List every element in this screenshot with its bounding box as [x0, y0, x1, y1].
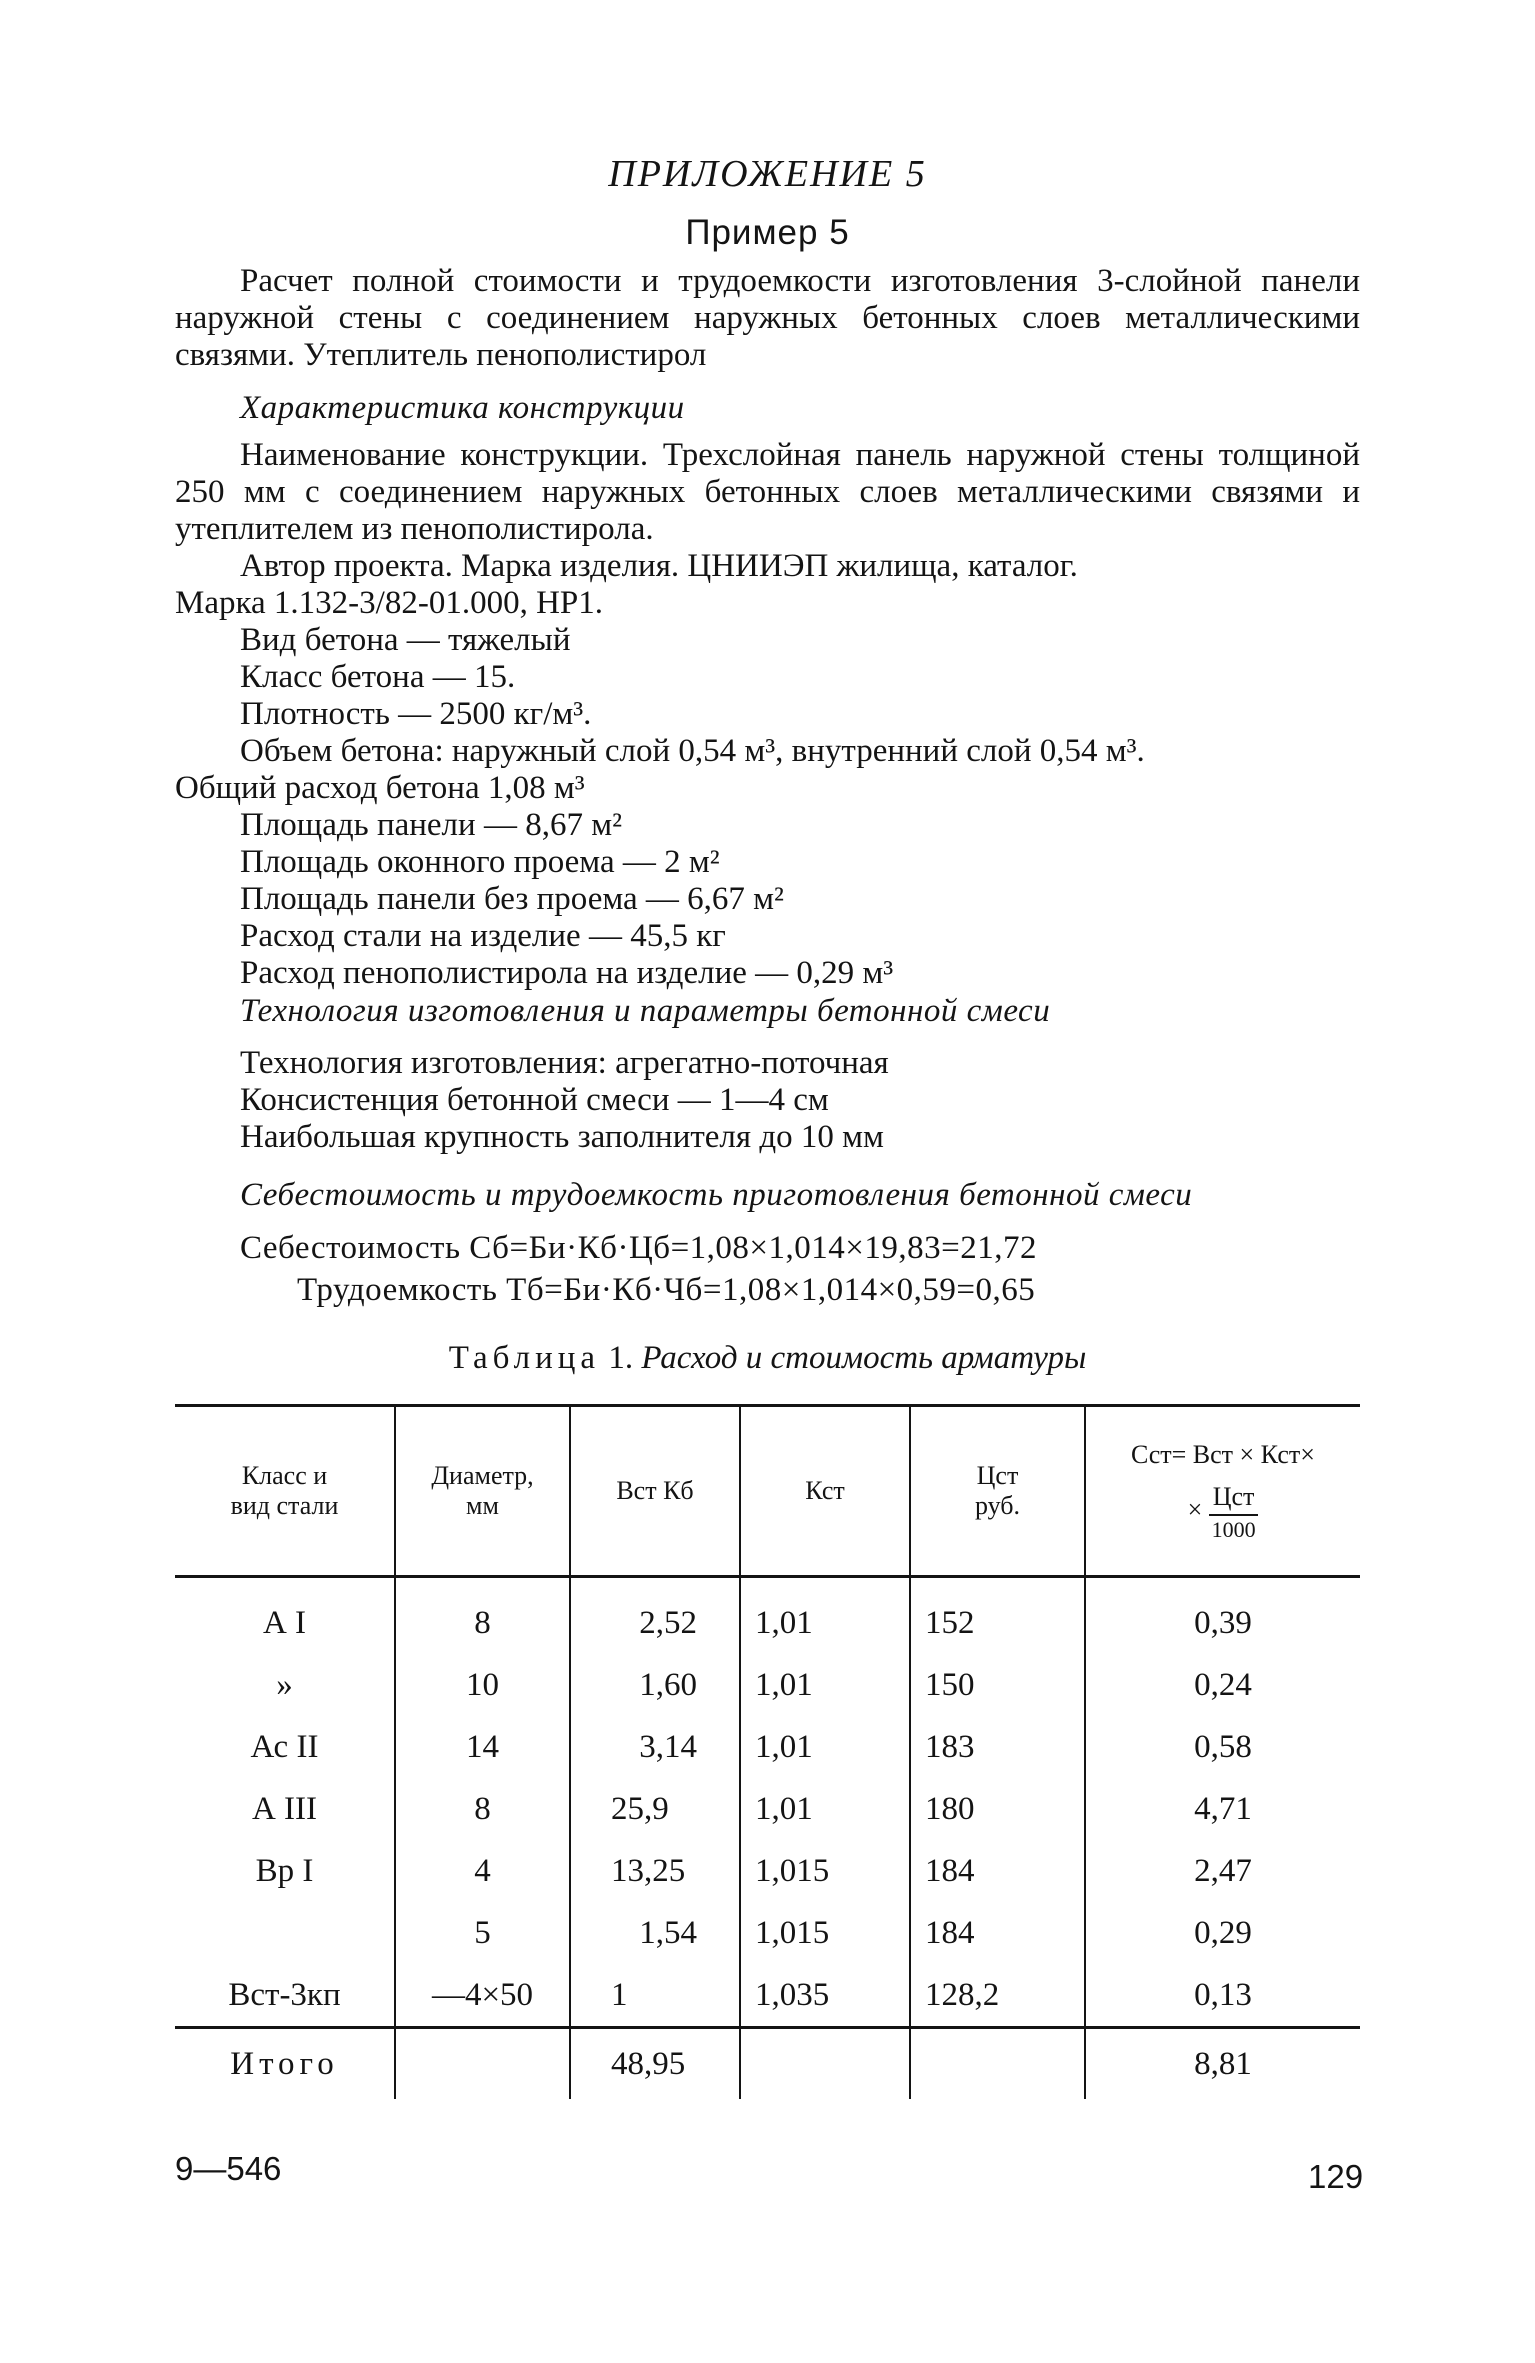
- intro-paragraph: Расчет полной стоимости и трудоемкости изготовления 3-слойной панели наружной стены с соединением наружных бетонных слоев металлическими связями. Утеплитель пенополистирол: [175, 263, 1360, 373]
- cell-price: 150: [910, 1654, 1085, 1716]
- cell-price: 184: [910, 1840, 1085, 1902]
- cell-diameter: 5: [395, 1902, 570, 1964]
- concrete-volume-line-1: Объем бетона: наружный слой 0,54 м³, внутренний слой 0,54 м³.: [240, 733, 1145, 769]
- window-area: Площадь оконного проема — 2 м²: [240, 844, 720, 880]
- header-cost-multiplier: ×: [1187, 1495, 1203, 1525]
- technology-heading: Технология изготовления и параметры бетонной смеси: [240, 993, 1051, 1029]
- cell-kst: 1,01: [740, 1716, 910, 1778]
- header-diameter-line1: Диаметр,: [431, 1461, 534, 1490]
- cell-vst-kb: 2,52: [570, 1577, 740, 1655]
- header-diameter: [395, 1406, 570, 1577]
- table-row: [175, 1778, 1360, 1840]
- cost-formula: Себестоимость Сб=Би·Кб·Цб=1,08×1,014×19,83=21,72: [240, 1230, 1038, 1266]
- panel-area-net: Площадь панели без проема — 6,67 м²: [240, 881, 784, 917]
- cost-heading: Себестоимость и трудоемкость приготовления бетонной смеси: [240, 1177, 1193, 1213]
- page-number: 129: [1308, 2158, 1364, 2195]
- cell-vst-kb: 1,60: [570, 1654, 740, 1716]
- header-cost-fraction: [1209, 1481, 1259, 1543]
- technology-method: Технология изготовления: агрегатно-поточная: [240, 1045, 889, 1081]
- cell-cost: 0,58: [1085, 1716, 1360, 1778]
- cell-cost: 4,71: [1085, 1778, 1360, 1840]
- table-row: [175, 1716, 1360, 1778]
- header-price: [910, 1406, 1085, 1577]
- total-vst-kb: 48,95: [570, 2028, 740, 2100]
- construction-heading: Характеристика конструкции: [240, 390, 685, 426]
- total-cost: 8,81: [1085, 2028, 1360, 2100]
- cell-kst: 1,01: [740, 1654, 910, 1716]
- cell-steel-class: А III: [251, 1790, 318, 1827]
- concrete-class: Класс бетона — 15.: [240, 659, 516, 695]
- table-row: [175, 1964, 1360, 2028]
- cell-diameter: —4×50: [395, 1964, 570, 2028]
- cell-price: 183: [910, 1716, 1085, 1778]
- table-caption: [0, 1340, 1535, 1377]
- header-price-line2: руб.: [974, 1491, 1021, 1520]
- header-cost-numerator: Цст: [1209, 1481, 1259, 1516]
- cell-kst: 1,01: [740, 1577, 910, 1655]
- cell-diameter: 10: [395, 1654, 570, 1716]
- foam-consumption: Расход пенополистирола на изделие — 0,29 м³: [240, 955, 894, 991]
- panel-area: Площадь панели — 8,67 м²: [240, 807, 622, 843]
- total-label: Итого: [230, 2045, 339, 2082]
- cell-cost: 0,29: [1085, 1902, 1360, 1964]
- cell-price: 128,2: [910, 1964, 1085, 2028]
- header-steel-class-line1: Класс и: [241, 1461, 328, 1490]
- total-empty-kst: [740, 2028, 910, 2100]
- aggregate-size: Наибольшая крупность заполнителя до 10 мм: [240, 1119, 884, 1155]
- header-steel-class: [175, 1406, 395, 1577]
- cell-diameter: 8: [395, 1778, 570, 1840]
- example-title: Пример 5: [685, 213, 850, 252]
- cell-price: 184: [910, 1902, 1085, 1964]
- header-cost-denominator: 1000: [1211, 1516, 1256, 1542]
- table-row: [175, 1902, 1360, 1964]
- cell-steel-class: »: [276, 1666, 293, 1703]
- concrete-type: Вид бетона — тяжелый: [240, 622, 571, 658]
- header-diameter-line2: мм: [466, 1491, 499, 1520]
- cell-vst-kb: 1: [570, 1964, 740, 2028]
- cell-kst: 1,015: [740, 1840, 910, 1902]
- author-line-1: Автор проекта. Марка изделия. ЦНИИЭП жилища, каталог.: [240, 548, 1078, 584]
- mix-consistency: Консистенция бетонной смеси — 1—4 см: [240, 1082, 829, 1118]
- cell-steel-class: [175, 1902, 395, 1964]
- appendix-title: ПРИЛОЖЕНИЕ 5: [608, 153, 927, 195]
- cell-cost: 0,13: [1085, 1964, 1360, 2028]
- author-line-2: Марка 1.132-3/82-01.000, НР1.: [175, 585, 604, 621]
- cell-vst-kb: 25,9: [570, 1778, 740, 1840]
- header-cost: [1085, 1406, 1360, 1577]
- header-cost-formula: Сст= Вст × Кст×: [1131, 1439, 1315, 1469]
- reinforcement-table: [175, 1404, 1360, 2099]
- cell-steel-class: Вр I: [255, 1852, 314, 1889]
- labor-formula: Трудоемкость Тб=Би·Кб·Чб=1,08×1,014×0,59=0,65: [297, 1272, 1036, 1308]
- cell-cost: 0,24: [1085, 1654, 1360, 1716]
- total-empty-diameter: [395, 2028, 570, 2100]
- cell-cost: 2,47: [1085, 1840, 1360, 1902]
- table-row: [175, 1840, 1360, 1902]
- cell-kst: 1,015: [740, 1902, 910, 1964]
- cell-vst-kb: 13,25: [570, 1840, 740, 1902]
- cell-steel-class: А I: [262, 1604, 307, 1641]
- table-total-row: [175, 2028, 1360, 2100]
- table-header-row: [175, 1406, 1360, 1577]
- cell-diameter: 14: [395, 1716, 570, 1778]
- header-vst-kb: Вст Кб: [570, 1406, 740, 1577]
- cell-vst-kb: 1,54: [570, 1902, 740, 1964]
- cell-steel-class: Вст-3кп: [228, 1976, 341, 2013]
- steel-consumption: Расход стали на изделие — 45,5 кг: [240, 918, 726, 954]
- cell-cost: 0,39: [1085, 1577, 1360, 1655]
- concrete-density: Плотность — 2500 кг/м³.: [240, 696, 592, 732]
- cell-diameter: 4: [395, 1840, 570, 1902]
- header-kst: Кст: [740, 1406, 910, 1577]
- concrete-volume-line-2: Общий расход бетона 1,08 м³: [175, 770, 585, 806]
- cell-steel-class: Ас II: [250, 1728, 319, 1765]
- table-caption-title: Расход и стоимость арматуры: [641, 1340, 1087, 1376]
- cell-price: 180: [910, 1778, 1085, 1840]
- construction-name: Наименование конструкции. Трехслойная панель наружной стены толщиной 250 мм с соединением наружных бетонных слоев металлическими связями и утеплителем из пенополистирола.: [175, 437, 1360, 547]
- footer-signature: 9—546: [175, 2150, 282, 2187]
- cell-kst: 1,01: [740, 1778, 910, 1840]
- table-row: [175, 1577, 1360, 1655]
- header-price-line1: Цст: [976, 1461, 1019, 1490]
- table-caption-number: 1.: [608, 1340, 634, 1376]
- table-row: [175, 1654, 1360, 1716]
- table-caption-word: Таблица: [448, 1340, 601, 1376]
- cell-diameter: 8: [395, 1577, 570, 1655]
- cell-vst-kb: 3,14: [570, 1716, 740, 1778]
- total-empty-price: [910, 2028, 1085, 2100]
- cell-kst: 1,035: [740, 1964, 910, 2028]
- cell-price: 152: [910, 1577, 1085, 1655]
- header-steel-class-line2: вид стали: [230, 1491, 339, 1520]
